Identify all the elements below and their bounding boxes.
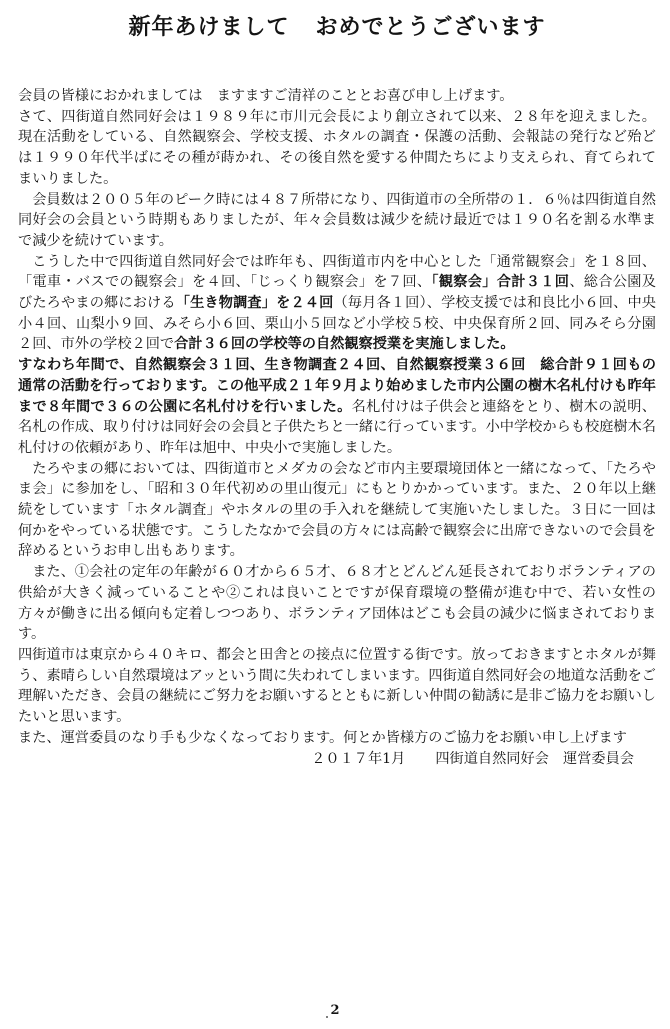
history-paragraph: さて、四街道自然同好会は１９８９年に市川元会長により創立されて以来、２８年を迎えました。現在活動をしている、自然観察会、学校支援、ホタルの調査・保護の活動、会報誌の発行など殆どは１９９０年代半ばにその種が蒔かれ、その後自然を愛する仲間たちにより支えられ、育てられてまいりました。	[18, 108, 656, 187]
summary-text: 名札付けは子供会と連絡をとり、樹木の説明、名札の作成、取り付けは同好会の会員と子供たちと一緒に行っています。小中学校からも校庭樹木名札付けの依頼があり、昨年は旭中、中央小で実施しました。	[18, 398, 656, 456]
page-number: 2	[330, 1003, 340, 1018]
title-part-1: 新年あけまして	[128, 14, 290, 40]
activities-bold-3: 合計３６回の学校等の自然観察授業を実施しました。	[174, 336, 515, 353]
tarouyama-paragraph: たろやまの郷においては、四街道市とメダカの会など市内主要環境団体と一緒になって、「たろやま会」に参加をし、「昭和３０年代初めの里山復元」にもとりかかっています。また、２０年以上継続をしています「ホタル調査」やホタルの里の手入れを継続して実施いたしました。３日に一回は何かをやっている状態です。こうしたなかで会員の方々には高齢で観察会に出席できないので会員を辞めるというお申し出もあります。	[18, 460, 656, 560]
activities-paragraph	[18, 252, 656, 356]
activities-text-2: 、総合公園及びたろやまの郷における	[18, 274, 656, 312]
summary-bold: すなわち年間で、自然観察会３１回、生き物調査２４回、自然観察授業３６回 総合計９１回もの通常の活動を行っております。この他平成２１年９月より始めました市内公園の樹木名札付けも昨年まで８年間で３６の公園に名札付けを行いました。	[18, 357, 656, 415]
volunteer-paragraph: また、①会社の定年の年齢が６０才から６５才、６８才とどんどん延長されておりボランティアの供給が大きく減っていることや②これは良いことですが保育環境の整備が進む中で、若い女性の方々が働きに出る傾向も定着しつつあり、ボランティア団体はどこも会員の減少に悩まされております。	[18, 564, 656, 643]
summary-paragraph	[18, 355, 656, 459]
signature-org: 四街道自然同好会 運営委員会	[435, 750, 634, 767]
activities-text-1: こうした中で四街道自然同好会では昨年も、四街道市内を中心とした「通常観察会」を１８回、「電車・バスでの観察会」を４回、「じっくり観察会」を７回、	[18, 253, 656, 291]
page-title	[18, 12, 656, 42]
signature	[18, 749, 656, 770]
activities-bold-2: 「生き物調査」を２４回	[175, 295, 334, 312]
membership-paragraph: 会員数は２００５年のピーク時には４８７所帯になり、四街道市の全所帯の１．６％は四街道自然同好会の会員という時期もありましたが、年々会員数は減少を続け最近では１９０名を割る水準まで減少を続けています。	[18, 191, 656, 249]
signature-date: ２０１７年1月	[311, 750, 406, 767]
greeting-paragraph: 会員の皆様におかれましては ますますご清祥のこととお喜び申し上げます。	[18, 88, 514, 104]
activities-text-3: （毎月各１回）、学校支援では和良比小６回、中央小４回、山梨小９回、みそら小６回、栗山小５回など小学校５校、中央保育所２回、同みそら分園２回、市外の学校２回で	[18, 295, 656, 353]
city-paragraph: 四街道市は東京から４０キロ、都会と田舎との接点に位置する街です。放っておきますとホタルが舞う、素晴らしい自然環境はアッという間に失われてしまいます。四街道自然同好会の地道な活動をご理解いただき、会員の継続にご努力をお願いするとともに新しい仲間の勧誘に是非ご協力をお願いしたいと思います。	[18, 646, 656, 726]
title-part-2: おめでとうございます	[315, 14, 546, 40]
scan-dot	[326, 1016, 328, 1018]
activities-bold-1: 「観察会」合計３１回	[431, 274, 570, 291]
committee-paragraph: また、運営委員のなり手も少なくなっております。何とか皆様方のご協力をお願い申し上げます	[18, 729, 627, 746]
letter-body	[18, 86, 656, 769]
